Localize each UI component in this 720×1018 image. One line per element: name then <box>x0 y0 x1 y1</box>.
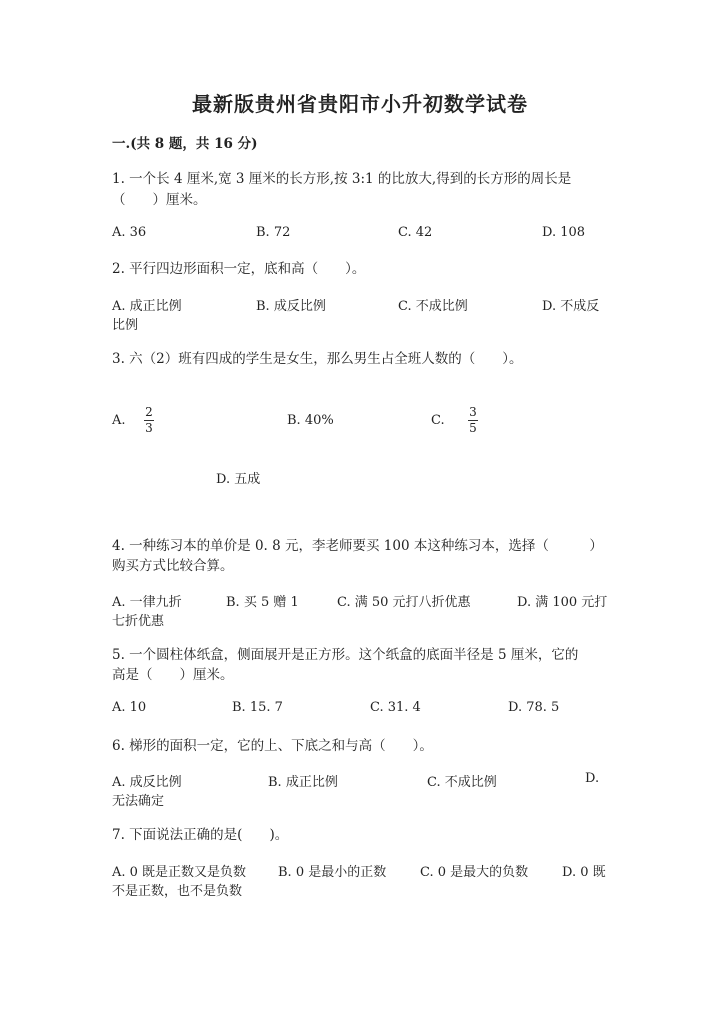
q6-option-a: A. 成反比例 <box>112 775 182 790</box>
q6-option-d: D. <box>585 771 600 786</box>
fraction-numerator: 2 <box>145 405 153 419</box>
q4-option-b: B. 买 5 赠 1 <box>226 595 299 610</box>
q6-option-b: B. 成正比例 <box>268 775 338 790</box>
q7-option-a: A. 0 既是正数又是负数 <box>112 865 247 880</box>
q2-option-b: B. 成反比例 <box>256 299 326 314</box>
q2-option-a: A. 成正比例 <box>112 299 182 314</box>
page-title: 最新版贵州省贵阳市小升初数学试卷 <box>192 92 528 116</box>
q3-option-d: D. 五成 <box>216 472 261 487</box>
q3-option-a-label: A. <box>112 413 126 428</box>
question-4-text-cont: 购买方式比较合算。 <box>112 558 234 574</box>
question-1-text-cont: （ ）厘米。 <box>112 192 207 208</box>
q2-option-d: D. 不成反 <box>542 299 600 314</box>
question-5-text-cont: 高是（ ）厘米。 <box>112 667 234 683</box>
question-7-text: 7. 下面说法正确的是( )。 <box>112 827 289 843</box>
q5-option-a: A. 10 <box>112 700 147 715</box>
question-4-text: 4. 一种练习本的单价是 0. 8 元，李老师要买 100 本这种练习本，选择（ ） <box>112 538 603 554</box>
q3-option-c-label: C. <box>431 413 445 428</box>
q1-option-d: D. 108 <box>542 225 586 240</box>
q7-option-c: C. 0 是最大的负数 <box>420 865 529 880</box>
q4-option-d: D. 满 100 元打 <box>517 595 608 610</box>
q4-option-c: C. 满 50 元打八折优惠 <box>337 595 471 610</box>
question-6-text: 6. 梯形的面积一定，它的上、下底之和与高（ ）。 <box>112 738 433 754</box>
q3-option-a-fraction <box>144 406 154 435</box>
q5-option-d: D. 78. 5 <box>508 700 560 715</box>
q7-option-d-wrap: 不是正数，也不是负数 <box>112 884 243 899</box>
fraction-denominator: 5 <box>469 421 477 435</box>
section-header: 一.(共 8 题，共 16 分) <box>112 136 258 152</box>
q1-option-a: A. 36 <box>112 225 147 240</box>
q2-option-c: C. 不成比例 <box>398 299 468 314</box>
q2-option-d-wrap: 比例 <box>112 318 139 333</box>
fraction-numerator: 3 <box>469 405 477 419</box>
fraction-denominator: 3 <box>145 421 153 435</box>
q6-option-c: C. 不成比例 <box>427 775 497 790</box>
question-5-text: 5. 一个圆柱体纸盒，侧面展开是正方形。这个纸盒的底面半径是 5 厘米，它的 <box>112 647 579 663</box>
q6-option-d-wrap: 无法确定 <box>112 794 165 809</box>
q1-option-c: C. 42 <box>398 225 433 240</box>
q4-option-d-wrap: 七折优惠 <box>112 614 165 629</box>
q5-option-b: B. 15. 7 <box>232 700 283 715</box>
question-2-text: 2. 平行四边形面积一定，底和高（ ）。 <box>112 261 366 277</box>
q1-option-b: B. 72 <box>256 225 291 240</box>
q3-option-b: B. 40% <box>287 413 334 428</box>
question-1-text: 1. 一个长 4 厘米,宽 3 厘米的长方形,按 3:1 的比放大,得到的长方形的周长是 <box>112 171 572 187</box>
q4-option-a: A. 一律九折 <box>112 595 182 610</box>
q7-option-d: D. 0 既 <box>562 865 606 880</box>
q7-option-b: B. 0 是最小的正数 <box>278 865 387 880</box>
q3-option-c-fraction <box>468 406 478 435</box>
q5-option-c: C. 31. 4 <box>370 700 421 715</box>
question-3-text: 3. 六（2）班有四成的学生是女生，那么男生占全班人数的（ ）。 <box>112 351 523 367</box>
